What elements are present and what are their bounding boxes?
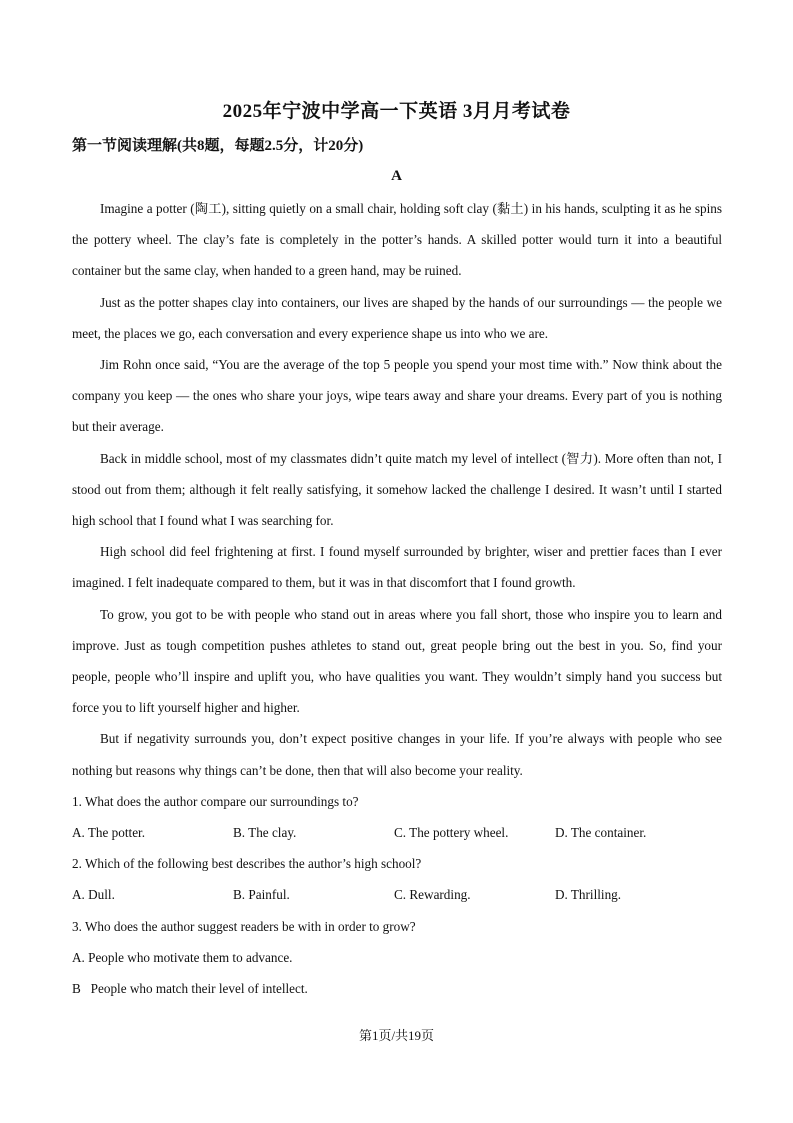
question-1-options (72, 817, 722, 848)
paragraph-2: Just as the potter shapes clay into containers, our lives are shaped by the hands of our surroundings — the people we meet, the places we go, each conversation and every experience shape us into who we are. (72, 294, 722, 341)
paragraph-7: But if negativity surrounds you, don’t expect positive changes in your life. If you’re always with people who see nothing but reasons why things can’t be done, then that will also become your reality. (72, 731, 722, 778)
paragraph-5: High school did feel frightening at first. I found myself surrounded by brighter, wiser and prettier faces than I ever imagined. I felt inadequate compared to them, but it was in that discomfort that I found growth. (72, 544, 722, 591)
q3-option-b: B People who match their level of intellect. (72, 981, 308, 997)
paragraph-4: Back in middle school, most of my classmates didn’t quite match my level of intellect (智力). More often than not, I stood out from them; although it felt really satisfying, it somehow lacked the challenge I desired. It wasn’t until I started high school that I found what I was searching for. (72, 450, 722, 529)
paragraph-1: Imagine a potter (陶工), sitting quietly on a small chair, holding soft clay (黏土) in his hands, sculpting it as he spins the pottery wheel. The clay’s fate is completely in the potter’s hands. A skilled potter would turn it into a beautiful container but the same clay, when handed to a green hand, may be ruined. (72, 201, 722, 279)
question-1: 1. What does the author compare our surroundings to? (72, 793, 359, 809)
q2-option-a: A. Dull. (72, 887, 115, 903)
passage-body (72, 193, 722, 1004)
question-2-options (72, 879, 722, 910)
passage-letter: A (391, 168, 402, 184)
q1-option-a: A. The potter. (72, 825, 146, 841)
q2-option-b: B. Painful. (233, 887, 290, 903)
q2-option-d: D. Thrilling. (555, 887, 622, 903)
q3-option-a: A. People who motivate them to advance. (72, 949, 293, 965)
q1-option-c: C. The pottery wheel. (394, 825, 509, 841)
question-3: 3. Who does the author suggest readers be with in order to grow? (72, 918, 416, 934)
q1-option-b: B. The clay. (233, 825, 297, 841)
paragraph-6: To grow, you got to be with people who stand out in areas where you fall short, those who inspire you to learn and improve. Just as tough competition pushes athletes to stand out, great people bring out the best in you. So, find your people, people who’ll inspire and uplift you, who have qualities you want. They wouldn’t simply hand you success but force you to lift yourself higher and higher. (72, 606, 722, 716)
q2-option-c: C. Rewarding. (394, 887, 471, 903)
question-2: 2. Which of the following best describes the author’s high school? (72, 856, 422, 872)
page-footer: 第1页/共19页 (358, 1028, 435, 1043)
q1-option-d: D. The container. (555, 825, 647, 841)
exam-title: 2025年宁波中学高一下英语 3月月考试卷 (222, 101, 571, 122)
section-heading: 第一节阅读理解(共8题，每题2.5分，计20分) (72, 138, 364, 154)
paragraph-3: Jim Rohn once said, “You are the average of the top 5 people you spend your most time with.” Now think about the company you keep — the ones who share your joys, wipe tears away and share your dreams. Every part of you is nothing but their average. (72, 357, 722, 435)
